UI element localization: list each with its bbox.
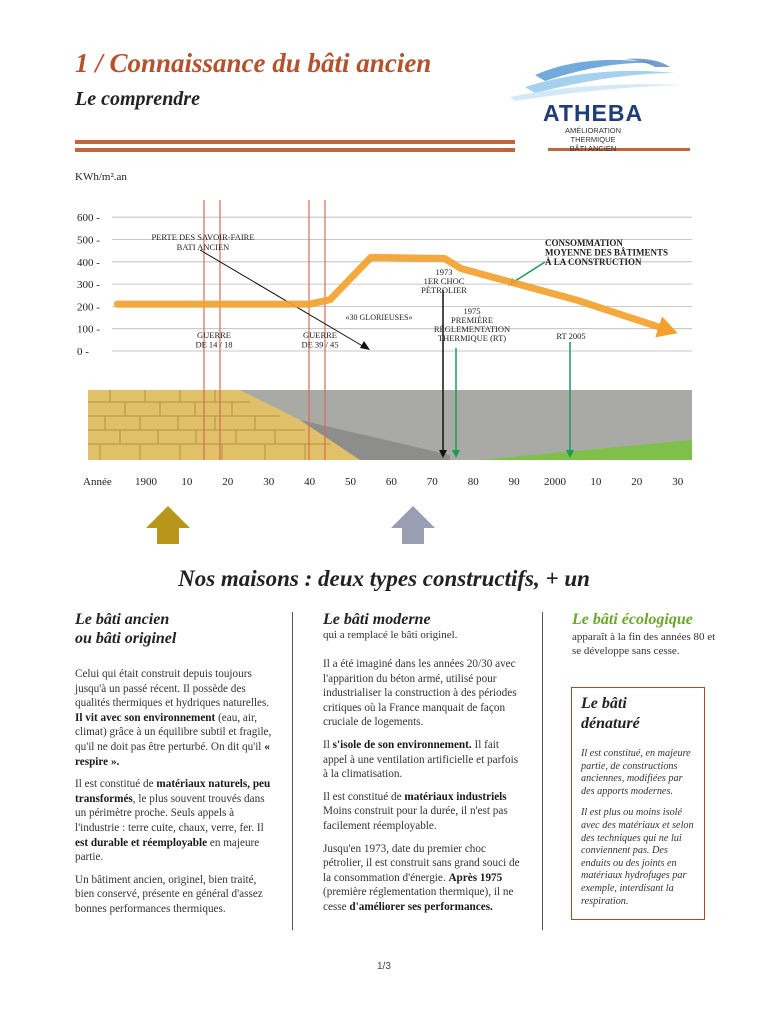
annotation-guerre-14-18: GUERRE (197, 330, 231, 340)
chart-annotations (151, 232, 668, 350)
annotation-consommation: À LA CONSTRUCTION (545, 257, 642, 267)
x-tick-label: 30 (672, 476, 684, 488)
section-heading: Nos maisons : deux types constructifs, + un (178, 566, 590, 591)
y-tick-label: 400 - (77, 256, 100, 269)
logo-name: ATHEBA (543, 100, 644, 126)
col2-paragraph-3: Il est constitué de matériaux industriels Moins construit pour la durée, il n'est pas facilement réemployable. (323, 790, 508, 832)
x-tick-label: 80 (467, 476, 479, 488)
x-tick-label: 50 (345, 476, 356, 488)
y-axis-ticks (77, 212, 100, 358)
annotation-choc-1973: PÉTROLIER (421, 285, 467, 295)
box-title: Le bâti dénaturé (581, 695, 640, 732)
x-tick-label: 20 (631, 476, 643, 488)
annotation-guerre-39-45: GUERRE (303, 330, 337, 340)
page-title: 1 / Connaissance du bâti ancien (75, 48, 432, 78)
annotation-rt-2005: RT 2005 (556, 331, 586, 341)
annotation-consommation: MOYENNE DES BÂTIMENTS (545, 247, 669, 258)
x-tick-label: 40 (304, 476, 316, 488)
y-tick-label: 300 - (77, 279, 100, 292)
atheba-logo-swoosh (505, 55, 690, 105)
x-axis-label: Année (83, 476, 112, 488)
annotation-perte: BATI ANCIEN (176, 242, 230, 252)
col1-paragraph-2: Il est constitué de matériaux naturels, peu transformés, le plus souvent trouvés dans un périmètre proche. Seuls appels à l'industrie : terre cuite, chaux, verre, fer. Il est durable et réemployable en majeure partie. (75, 778, 271, 864)
col2-paragraph-1: Il a été imaginé dans les années 20/30 avec l'apparition du béton armé, utilisé pour industrialiser la construction à des périodes critiques où la France manquait de façon cruciale de logements. (323, 658, 517, 729)
col2-paragraph-2: Il s'isole de son environnement. Il fait appel à une ventilation artificielle et parfois à la climatisation. (323, 738, 519, 781)
annotation-guerre-39-45: DE 39 / 45 (301, 339, 339, 350)
annotation-rt-1975: 1975 (463, 306, 481, 316)
box-paragraph-2: Il est plus ou moins isolé avec des matériaux et selon des techniques qui ne lui conviennent pas. Des enduits ou des joints en matériaux hydrofuges par exemple, interdisant la respiration. (581, 807, 694, 907)
annotation-rt-1975: RÉGLEMENTATION (433, 324, 511, 334)
col2-heading: Le bâti moderne (323, 611, 431, 628)
x-tick-label: 10 (590, 476, 602, 488)
annotation-30-glorieuses: «30 GLORIEUSES» (345, 313, 413, 322)
col2-body (323, 657, 521, 923)
x-tick-label: 1900 (135, 476, 157, 488)
header-rule-top (75, 140, 515, 144)
y-tick-label: 600 - (77, 212, 100, 225)
page-number: 1/3 (377, 961, 391, 972)
x-tick-label: 30 (263, 476, 275, 488)
y-tick-label: 200 - (77, 301, 100, 314)
y-tick-label: 500 - (77, 234, 100, 247)
column-separator-2 (542, 612, 543, 930)
col1-paragraph-3: Un bâtiment ancien, originel, bien traité, bien conservé, présente en général d'assez bonnes performances thermiques. (75, 873, 263, 915)
col2-paragraph-4: Jusqu'en 1973, date du premier choc pétrolier, il est construit sans grand souci de la consommation d'énergie. Après 1975 (première réglementation thermique), il ne cesse d'améliorer ses performances. (323, 842, 520, 913)
conso-arrow-line (512, 262, 545, 283)
annotation-guerre-14-18: DE 14 / 18 (195, 339, 233, 350)
col1-paragraph-1: Celui qui était construit depuis toujours jusqu'à un passé récent. Il possède des qualités thermiques et hydriques naturelles. Il vit avec son environnement (eau, air, climat) grâce à un équilibre subtil et fragile, qu'il ne doit pas être perturbé. On dit qu'il « respire ». (75, 668, 272, 768)
x-tick-label: 60 (385, 476, 397, 488)
x-tick-label: 90 (508, 476, 520, 488)
perte-arrowhead (360, 341, 370, 350)
annotation-choc-1973: 1973 (435, 267, 453, 277)
col3-subheading: apparaît à la fin des années 80 et se développe sans cesse. (572, 631, 716, 657)
annotation-consommation: CONSOMMATION (545, 238, 623, 248)
annotation-rt-1975: THERMIQUE (RT) (437, 333, 507, 343)
col3-heading: Le bâti écologique (572, 611, 693, 628)
x-tick-label: 2000 (544, 476, 566, 488)
y-tick-label: 0 - (77, 346, 89, 358)
logo-tagline: AMÉLIORATION THERMIQUE BÂTI ANCIEN (564, 126, 622, 153)
col1-body (75, 667, 275, 925)
header-rule-bottom (75, 148, 515, 152)
chart-y-unit: KWh/m².an (75, 171, 127, 183)
page-subtitle: Le comprendre (75, 88, 200, 110)
annotation-choc-1973: 1ER CHOC (423, 276, 465, 286)
col2-subheading: qui a remplacé le bâti originel. (323, 629, 458, 641)
x-axis-ticks (83, 476, 684, 488)
x-tick-label: 20 (222, 476, 234, 488)
up-arrow-moderne-icon (391, 506, 435, 544)
energy-consumption-chart (0, 190, 768, 500)
y-tick-label: 100 - (77, 323, 100, 336)
column-separator-1 (292, 612, 293, 930)
col1-heading: Le bâti ancien ou bâti originel (75, 611, 177, 647)
consumption-series (117, 257, 677, 337)
x-tick-label: 70 (426, 476, 438, 488)
up-arrow-ancien-icon (146, 506, 190, 544)
box-paragraph-1: Il est constitué, en majeure partie, de constructions anciennes, modifiées par des apports modernes. (581, 748, 691, 797)
annotation-perte: PERTE DES SAVOIR-FAIRE (151, 232, 255, 242)
box-body (581, 748, 695, 908)
x-tick-label: 10 (181, 476, 193, 488)
bati-denature-box (571, 687, 705, 920)
annotation-rt-1975: PREMIÈRE (450, 315, 494, 325)
